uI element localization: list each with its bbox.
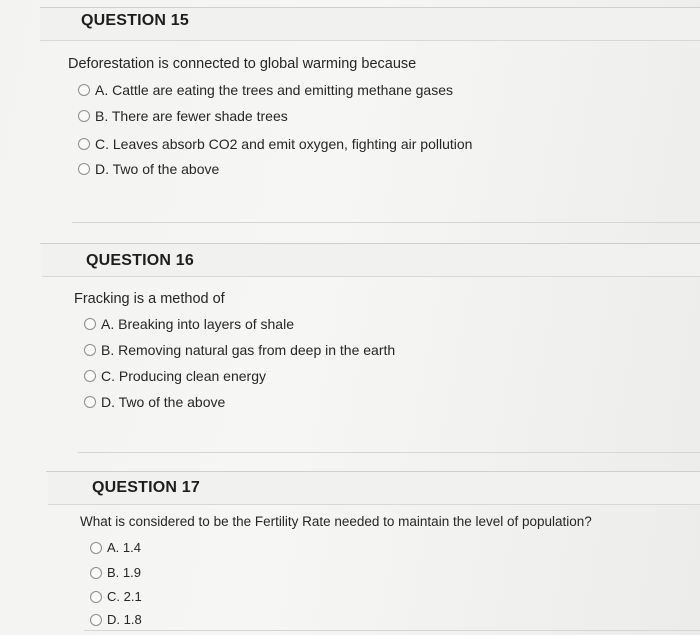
radio-button[interactable] xyxy=(84,370,96,382)
radio-button[interactable] xyxy=(90,567,102,579)
option-label: B. There are fewer shade trees xyxy=(95,108,288,124)
question-17-option-b[interactable] xyxy=(90,565,141,580)
question-15-bottom-rule xyxy=(72,222,700,223)
question-16-text: Fracking is a method of xyxy=(74,291,225,307)
question-17-text: What is considered to be the Fertility Rate needed to maintain the level of population? xyxy=(80,514,592,529)
question-17-title: QUESTION 17 xyxy=(92,479,201,496)
question-15-option-d[interactable] xyxy=(78,161,219,177)
option-label: A. Breaking into layers of shale xyxy=(101,316,294,332)
radio-button[interactable] xyxy=(84,318,96,330)
question-15-option-c[interactable] xyxy=(78,136,472,152)
radio-button[interactable] xyxy=(90,591,102,603)
question-16-option-d[interactable] xyxy=(84,394,225,410)
option-label: A. Cattle are eating the trees and emitting methane gases xyxy=(95,82,453,98)
question-15-option-a[interactable] xyxy=(78,82,453,98)
question-16-bottom-rule xyxy=(78,452,700,453)
question-17-option-c[interactable] xyxy=(90,589,142,604)
radio-button[interactable] xyxy=(78,84,90,96)
radio-button[interactable] xyxy=(78,138,90,150)
question-16-option-a[interactable] xyxy=(84,316,294,332)
option-label: B. Removing natural gas from deep in the earth xyxy=(101,342,396,358)
radio-button[interactable] xyxy=(90,614,102,626)
option-label: D. Two of the above xyxy=(95,161,220,177)
question-16-title: QUESTION 16 xyxy=(86,252,195,269)
radio-button[interactable] xyxy=(84,344,96,356)
question-16-option-b[interactable] xyxy=(84,342,395,358)
radio-button[interactable] xyxy=(78,163,90,175)
radio-button[interactable] xyxy=(90,542,102,554)
question-17-option-a[interactable] xyxy=(90,540,141,555)
radio-button[interactable] xyxy=(84,396,96,408)
option-label: C. 2.1 xyxy=(107,589,142,604)
question-17-bottom-rule xyxy=(84,630,700,631)
question-15-title: QUESTION 15 xyxy=(81,12,190,29)
question-17-option-d[interactable] xyxy=(90,612,142,627)
option-label: A. 1.4 xyxy=(107,540,141,555)
option-label: C. Leaves absorb CO2 and emit oxygen, fighting air pollution xyxy=(95,136,473,152)
option-label: D. Two of the above xyxy=(101,394,226,410)
question-15-option-b[interactable] xyxy=(78,108,288,124)
question-15-text: Deforestation is connected to global warming because xyxy=(68,56,417,72)
option-label: C. Producing clean energy xyxy=(101,368,266,384)
option-label: B. 1.9 xyxy=(107,565,141,580)
question-16-option-c[interactable] xyxy=(84,368,266,384)
option-label: D. 1.8 xyxy=(107,612,142,627)
radio-button[interactable] xyxy=(78,110,90,122)
